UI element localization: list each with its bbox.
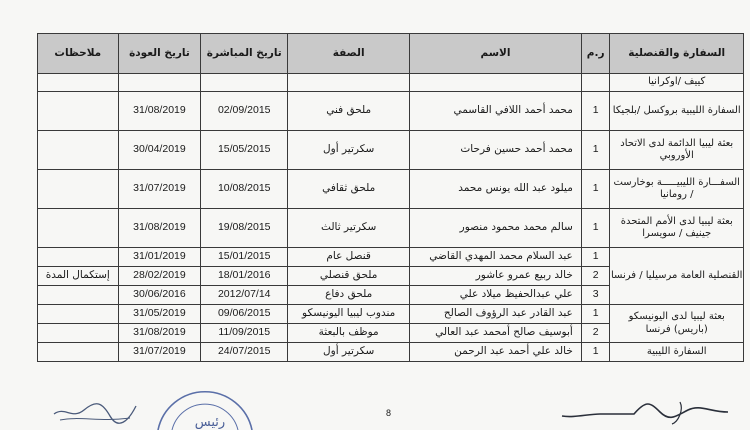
embassy-cell: كييف /اوكرانيا [610, 74, 744, 92]
staff-name: عبد القادر عبد الرؤوف الصالح [410, 305, 582, 324]
staff-name: محمد أحمد حسين فرحات [410, 131, 582, 170]
col-header-start: تاريخ المباشرة [201, 34, 288, 74]
row-number: 1 [581, 131, 610, 170]
return-date: 31/08/2019 [118, 92, 201, 131]
staff-name: عبد السلام محمد المهدي القاضي [410, 248, 582, 267]
table-row [38, 131, 744, 170]
return-date: 31/08/2019 [118, 324, 201, 343]
return-date: 31/05/2019 [118, 305, 201, 324]
embassy-cell: السفارة الليبية [610, 343, 744, 362]
staff-title: قنصل عام [288, 248, 410, 267]
staff-title: ملحق قنصلي [288, 267, 410, 286]
col-header-name: الاسم [410, 34, 582, 74]
row-number: 1 [581, 92, 610, 131]
col-header-return: تاريخ العودة [118, 34, 201, 74]
row-number: 3 [581, 286, 610, 305]
staff-name: ميلود عبد الله يونس محمد [410, 170, 582, 209]
signature-left [50, 392, 140, 428]
staff-table [37, 33, 744, 362]
official-stamp [150, 378, 260, 430]
notes-cell [38, 248, 119, 267]
return-date: 30/06/2016 [118, 286, 201, 305]
staff-title: سكرتير أول [288, 343, 410, 362]
staff-title: سكرتير أول [288, 131, 410, 170]
table-row [38, 209, 744, 248]
staff-name: سالم محمد محمود منصور [410, 209, 582, 248]
table-row [38, 74, 744, 92]
notes-cell [38, 92, 119, 131]
page-number: 8 [386, 408, 392, 418]
notes-cell [38, 324, 119, 343]
return-date: 30/04/2019 [118, 131, 201, 170]
return-date: 31/07/2019 [118, 170, 201, 209]
table-row [38, 305, 744, 324]
signature-right [560, 392, 730, 428]
start-date: 15/01/2015 [201, 248, 288, 267]
embassy-cell: بعثة ليبيا الدائمة لدى الاتحاد الأوروبي [610, 131, 744, 170]
return-date: 31/08/2019 [118, 209, 201, 248]
staff-title: ملحق دفاع [288, 286, 410, 305]
start-date: 15/05/2015 [201, 131, 288, 170]
notes-cell [38, 209, 119, 248]
embassy-cell: بعثة ليبيا لدى اليونيسكو (باريس) فرنسا [610, 305, 744, 343]
notes-cell [38, 131, 119, 170]
notes-cell [38, 305, 119, 324]
return-date: 31/01/2019 [118, 248, 201, 267]
start-date: 02/09/2015 [201, 92, 288, 131]
embassy-cell: السفـــارة الليبيـــــة بوخارست / رومانيا [610, 170, 744, 209]
row-number: 1 [581, 343, 610, 362]
staff-name: أبوسيف صالح أمحمد عبد العالي [410, 324, 582, 343]
start-date: 24/07/2015 [201, 343, 288, 362]
table-row [38, 248, 744, 267]
start-date: 10/08/2015 [201, 170, 288, 209]
col-header-num: ر.م [581, 34, 610, 74]
embassy-cell: بعثة ليبيا لدى الأمم المتحدة جينيف / سويسرا [610, 209, 744, 248]
table-row [38, 170, 744, 209]
staff-title: موظف بالبعثة [288, 324, 410, 343]
notes-cell [38, 286, 119, 305]
start-date: 18/01/2016 [201, 267, 288, 286]
return-date: 28/02/2019 [118, 267, 201, 286]
staff-title: ملحق ثقافي [288, 170, 410, 209]
staff-name: خالد علي أحمد عبد الرحمن [410, 343, 582, 362]
row-number: 2 [581, 267, 610, 286]
start-date: 2012/07/14 [201, 286, 288, 305]
row-number: 1 [581, 305, 610, 324]
table-row [38, 92, 744, 131]
col-header-notes: ملاحظات [38, 34, 119, 74]
notes-cell: إستكمال المدة [38, 267, 119, 286]
col-header-embassy: السفارة والقنصلية [610, 34, 744, 74]
embassy-cell: السفارة الليبية بروكسل /بلجيكا [610, 92, 744, 131]
return-date: 31/07/2019 [118, 343, 201, 362]
start-date: 09/06/2015 [201, 305, 288, 324]
staff-title: مندوب ليبيا اليونيسكو [288, 305, 410, 324]
row-number: 1 [581, 170, 610, 209]
row-number: 1 [581, 209, 610, 248]
stamp-label: رئيس [194, 415, 226, 430]
notes-cell [38, 343, 119, 362]
table-header-row [38, 34, 744, 74]
staff-name: خالد ربيع عمرو عاشور [410, 267, 582, 286]
staff-title: سكرتير ثالث [288, 209, 410, 248]
staff-name: محمد أحمد اللافي القاسمي [410, 92, 582, 131]
staff-title: ملحق فني [288, 92, 410, 131]
start-date: 19/08/2015 [201, 209, 288, 248]
staff-name: علي عبدالحفيظ ميلاد علي [410, 286, 582, 305]
col-header-title: الصفة [288, 34, 410, 74]
embassy-cell: القنصلية العامة مرسيليا / فرنسا [610, 248, 744, 305]
row-number: 1 [581, 248, 610, 267]
start-date: 11/09/2015 [201, 324, 288, 343]
table-row [38, 343, 744, 362]
row-number: 2 [581, 324, 610, 343]
notes-cell [38, 170, 119, 209]
